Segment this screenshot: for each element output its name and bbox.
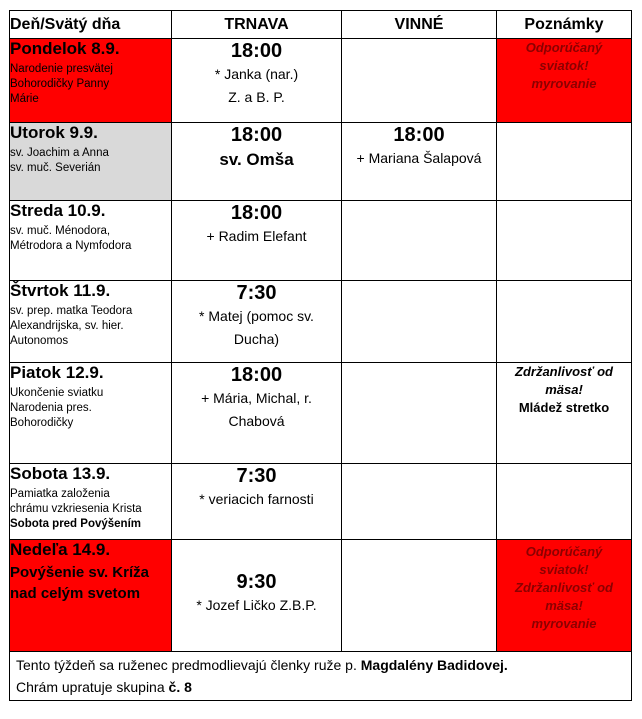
saint-text xyxy=(10,62,171,107)
notes-cell xyxy=(497,39,632,123)
saint-line: Pamiatka založenia xyxy=(10,488,110,500)
mass-intent: Chabová xyxy=(228,413,285,429)
saint-line: Márie xyxy=(10,93,39,105)
trnava-cell xyxy=(172,123,342,201)
saint-line: Narodenie presvätej xyxy=(10,63,113,75)
saint-line: Ukončenie sviatku xyxy=(10,387,104,399)
vinne-cell xyxy=(342,39,497,123)
saint-line: Bohorodičky Panny xyxy=(10,78,110,90)
table-row xyxy=(10,464,632,540)
saint-line: Métrodora a Nymfodora xyxy=(10,240,132,252)
note-line: Mládež stretko xyxy=(518,400,610,415)
notes-cell xyxy=(497,363,632,464)
note-line: sviatok! xyxy=(539,562,589,577)
day-name: Utorok 9.9. xyxy=(10,123,98,142)
saint-text xyxy=(10,487,171,532)
header-vinne: VINNÉ xyxy=(342,11,497,39)
vinne-cell xyxy=(342,363,497,464)
note-line: Odporúčaný xyxy=(525,40,603,55)
footer-line-1 xyxy=(16,654,625,676)
notes-cell xyxy=(497,281,632,363)
saint-line: sv. muč. Ménodora, xyxy=(10,225,111,237)
day-cell xyxy=(10,363,172,464)
note-line: myrovanie xyxy=(531,76,597,91)
mass-intent: sv. Omša xyxy=(219,150,294,169)
mass-intent: * Matej (pomoc sv. xyxy=(199,308,314,324)
mass-intent: * Janka (nar.) xyxy=(214,66,299,82)
mass-time: 18:00 xyxy=(230,40,283,62)
footer-line-2 xyxy=(16,676,625,698)
day-name: Štvrtok 11.9. xyxy=(10,281,111,300)
footer-text: Tento týždeň sa ruženec predmodlievajú členky ruže p. xyxy=(16,657,361,673)
saint-line: Povýšenie sv. Kríža xyxy=(10,564,149,581)
saint-line: chrámu vzkriesenia Krista xyxy=(10,503,142,515)
notes-cell xyxy=(497,464,632,540)
saint-line: sv. muč. Severián xyxy=(10,162,101,174)
note-line: mäsa! xyxy=(545,382,583,397)
vinne-cell xyxy=(342,123,497,201)
note-line: Zdržanlivosť od xyxy=(515,364,613,379)
table-row xyxy=(10,123,632,201)
mass-time: 7:30 xyxy=(236,282,277,304)
schedule-table xyxy=(9,10,632,701)
day-name: Streda 10.9. xyxy=(10,201,106,220)
mass-time: 18:00 xyxy=(230,202,283,224)
day-name: Nedeľa 14.9. xyxy=(10,540,111,559)
mass-intent: Ducha) xyxy=(233,331,280,347)
day-cell xyxy=(10,123,172,201)
mass-time: 18:00 xyxy=(393,124,445,146)
saint-text xyxy=(10,146,171,176)
saint-text xyxy=(10,224,171,254)
mass-time: 18:00 xyxy=(230,124,283,146)
mass-intent: + Mariana Šalapová xyxy=(356,150,482,166)
day-name: Sobota 13.9. xyxy=(10,464,111,483)
table-row xyxy=(10,281,632,363)
notes-cell xyxy=(497,201,632,281)
header-day: Deň/Svätý dňa xyxy=(10,11,172,39)
note-line: myrovanie xyxy=(531,616,597,631)
trnava-cell xyxy=(172,39,342,123)
saint-line: sv. prep. matka Teodora xyxy=(10,305,133,317)
mass-time: 18:00 xyxy=(230,364,283,386)
saint-line: Narodenia pres. xyxy=(10,402,92,414)
saint-line: Autonomos xyxy=(10,335,69,347)
notes-cell xyxy=(497,540,632,652)
day-cell xyxy=(10,39,172,123)
header-trnava: TRNAVA xyxy=(172,11,342,39)
trnava-cell xyxy=(172,464,342,540)
saint-text xyxy=(10,562,171,604)
saint-text xyxy=(10,304,171,349)
footer-group: č. 8 xyxy=(168,679,192,695)
day-cell xyxy=(10,281,172,363)
header-notes: Poznámky xyxy=(497,11,632,39)
mass-intent: + Mária, Michal, r. xyxy=(201,390,312,406)
table-row xyxy=(10,39,632,123)
table-row xyxy=(10,540,632,652)
trnava-cell xyxy=(172,363,342,464)
mass-intent: * veriacich farnosti xyxy=(199,491,314,507)
day-cell xyxy=(10,201,172,281)
day-cell xyxy=(10,540,172,652)
mass-intent: Z. a B. P. xyxy=(228,89,285,105)
mass-intent: + Radim Elefant xyxy=(206,228,307,244)
saint-line: nad celým svetom xyxy=(10,585,141,602)
header-row xyxy=(10,11,632,39)
trnava-cell xyxy=(172,540,342,652)
note-line: Zdržanlivosť od xyxy=(515,580,613,595)
mass-intent: * Jozef Ličko Z.B.P. xyxy=(196,597,317,613)
saint-line: sv. Joachim a Anna xyxy=(10,147,109,159)
vinne-cell xyxy=(342,201,497,281)
table-row xyxy=(10,201,632,281)
saint-line-bold: Sobota pred Povýšením xyxy=(10,518,142,530)
mass-time: 7:30 xyxy=(236,465,277,487)
day-name: Pondelok 8.9. xyxy=(10,39,120,58)
note-line: Odporúčaný xyxy=(525,544,603,559)
day-name: Piatok 12.9. xyxy=(10,363,104,382)
trnava-cell xyxy=(172,201,342,281)
mass-time: 9:30 xyxy=(236,571,277,593)
notes-cell xyxy=(497,123,632,201)
note-line: mäsa! xyxy=(545,598,583,613)
footer-cell xyxy=(10,652,632,701)
vinne-cell xyxy=(342,464,497,540)
footer-name: Magdalény Badidovej. xyxy=(360,657,508,673)
saint-line: Alexandrijska, sv. hier. xyxy=(10,320,124,332)
trnava-cell xyxy=(172,281,342,363)
saint-text xyxy=(10,386,171,431)
table-row xyxy=(10,363,632,464)
day-cell xyxy=(10,464,172,540)
saint-line: Bohorodičky xyxy=(10,417,74,429)
vinne-cell xyxy=(342,540,497,652)
note-line: sviatok! xyxy=(539,58,589,73)
footer-row xyxy=(10,652,632,701)
vinne-cell xyxy=(342,281,497,363)
footer-text: Chrám upratuje skupina xyxy=(16,679,169,695)
